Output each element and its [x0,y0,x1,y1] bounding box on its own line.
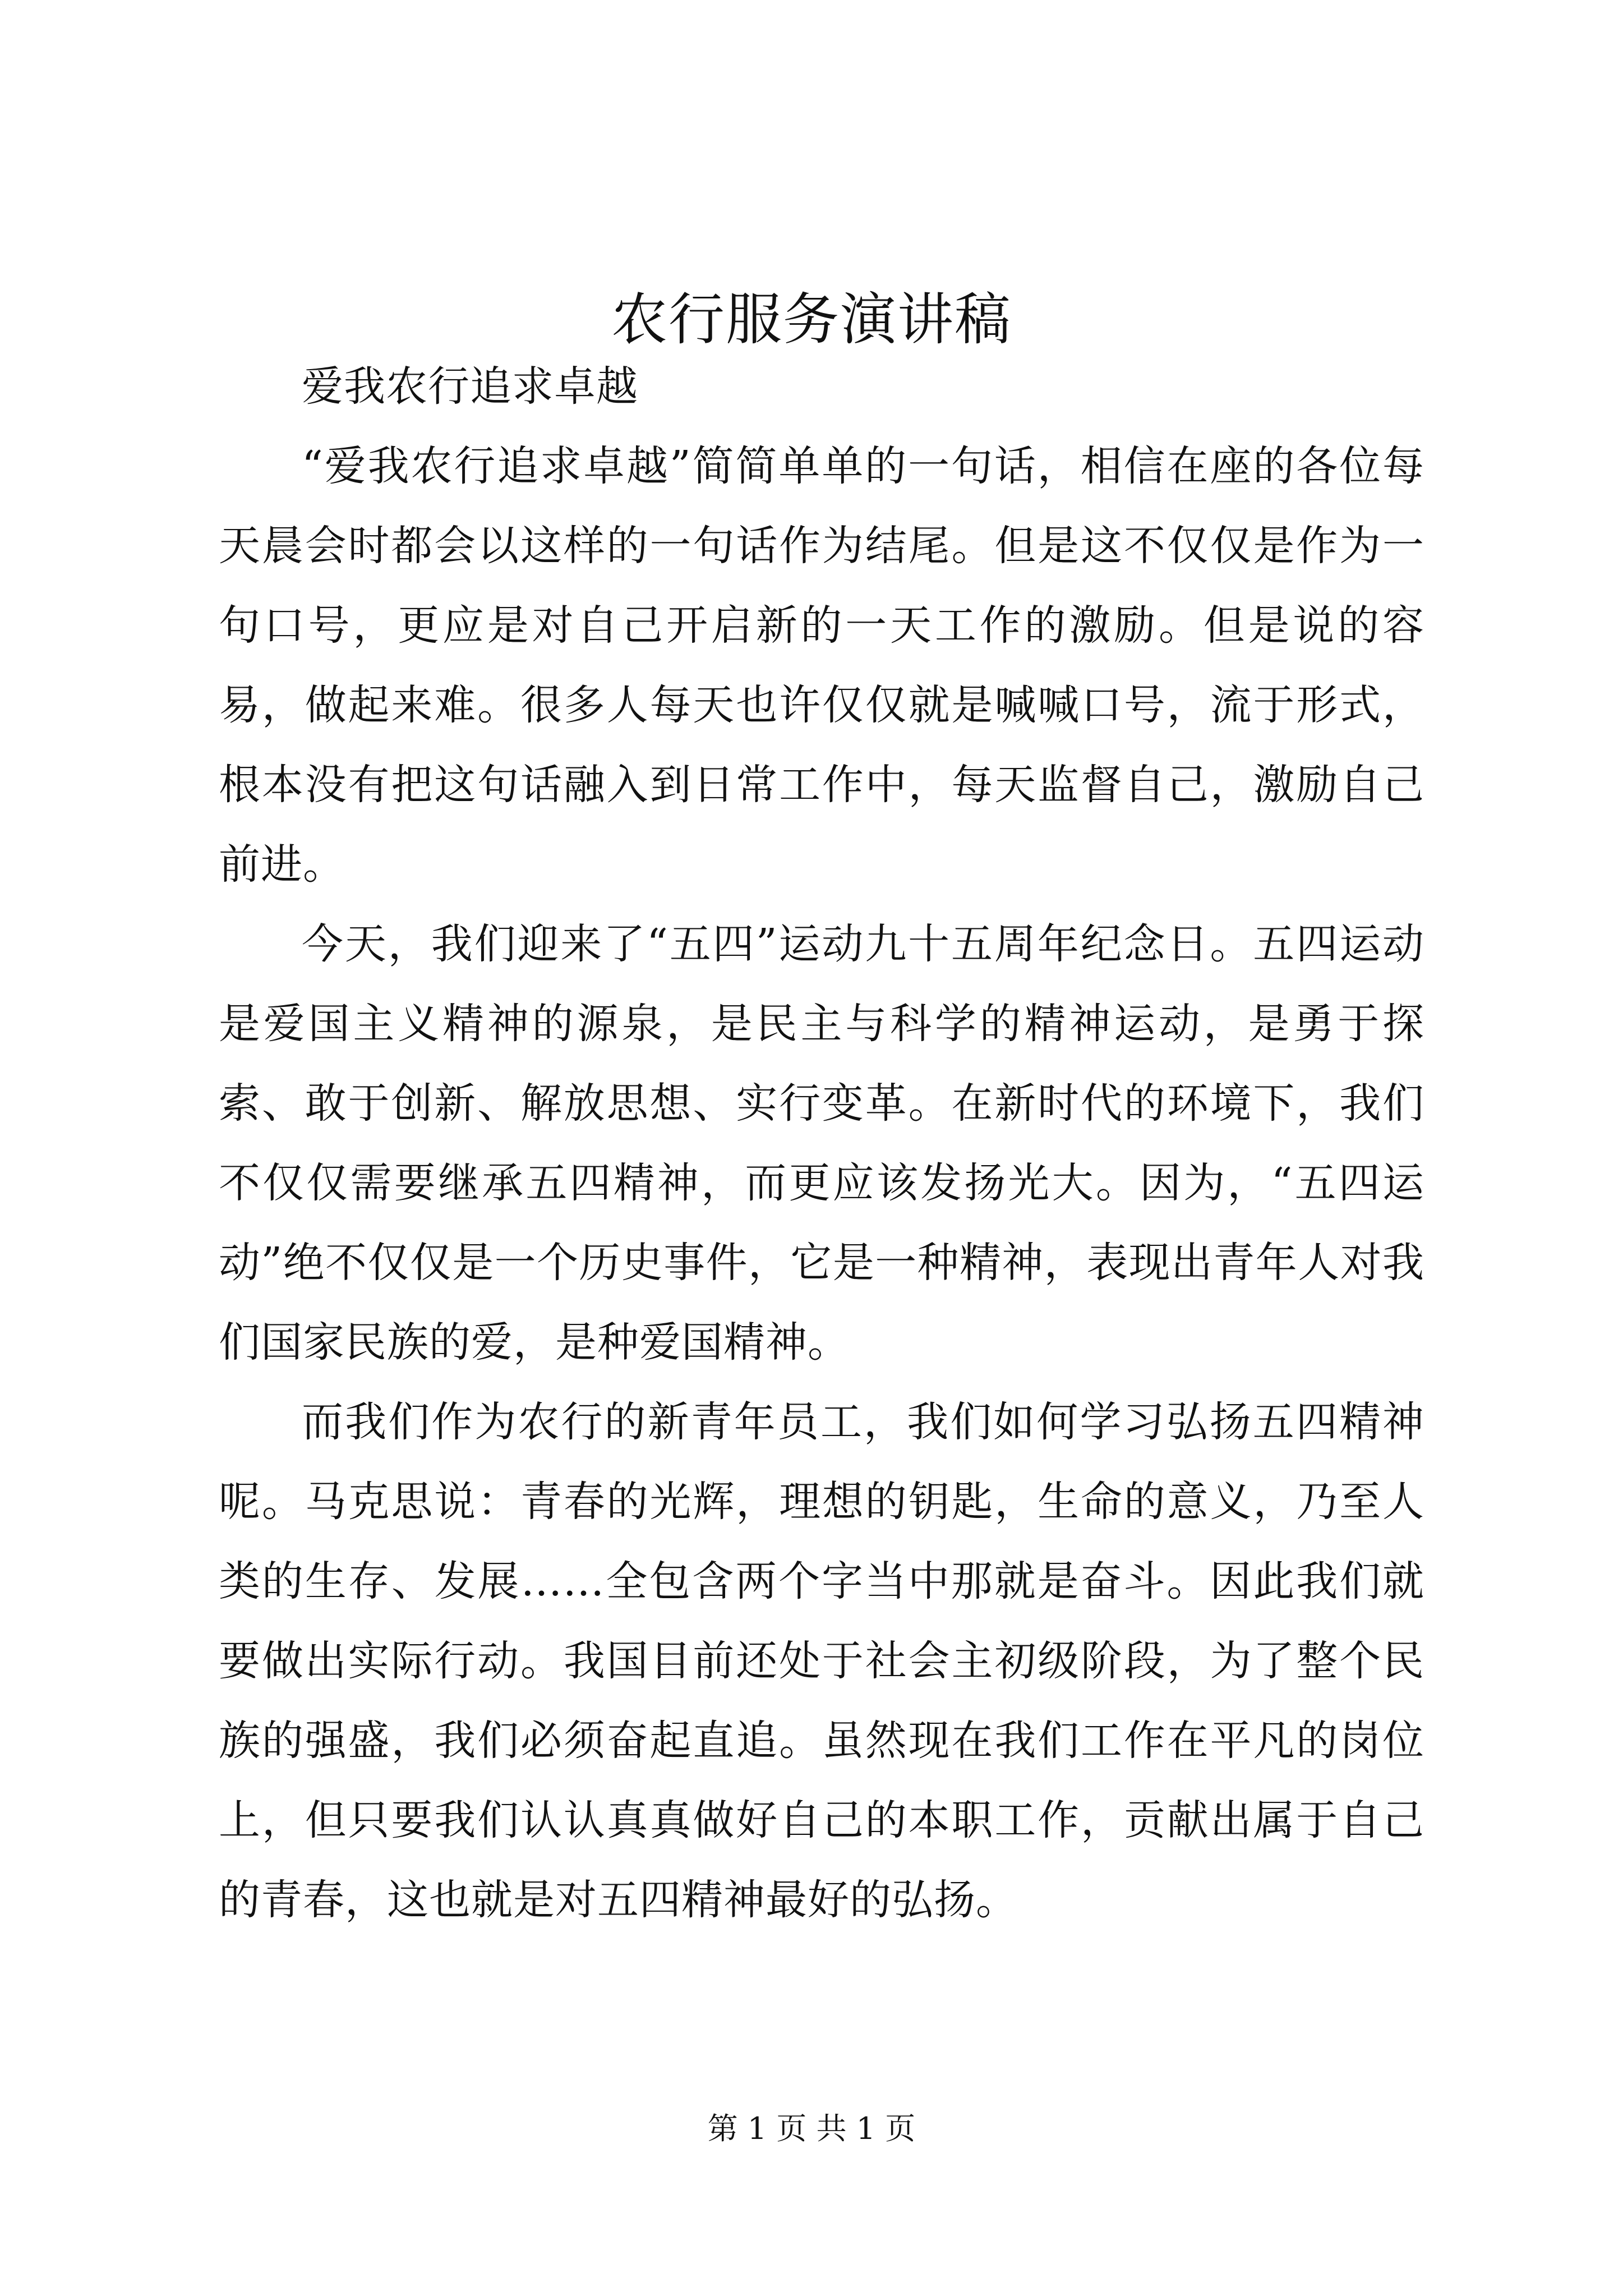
paragraph-subtitle: 爱我农行追求卓越 [302,362,638,411]
page-footer: 第 1 页 共 1 页 [707,2111,916,2146]
paragraph-2: 今天，我们迎来了“五四”运动九十五周年纪念日。五四运动是爱国主义精神的源泉，是民主与科学的精神运动，是勇于探索、敢于创新、解放思想、实行变革。在新时代的环境下，我们不仅仅需要继承五四精神，而更应该发扬光大。因为，“五四运动”绝不仅仅是一个历史事件，它是一种精神，表现出青年人对我们国家民族的爱，是种爱国精神。 [219,920,1424,1366]
paragraph-3: 而我们作为农行的新青年员工，我们如何学习弘扬五四精神呢。马克思说：青春的光辉，理想的钥匙，生命的意义，乃至人类的生存、发展……全包含两个字当中那就是奋斗。因此我们就要做出实际行动。我国目前还处于社会主初级阶段，为了整个民族的强盛，我们必须奋起直追。虽然现在我们工作在平凡的岗位上，但只要我们认认真真做好自己的本职工作，贡献出属于自己的青春，这也就是对五四精神最好的弘扬。 [219,1398,1424,1924]
document-body [219,347,1424,1940]
paragraph-1: “爱我农行追求卓越”简简单单的一句话，相信在座的各位每天晨会时都会以这样的一句话作为结尾。但是这不仅仅是作为一句口号，更应是对自己开启新的一天工作的激励。但是说的容易，做起来难。很多人每天也许仅仅就是喊喊口号，流于形式，根本没有把这句话融入到日常工作中，每天监督自己，激励自己前进。 [219,442,1424,889]
document-title: 农行服务演讲稿 [611,287,1012,352]
